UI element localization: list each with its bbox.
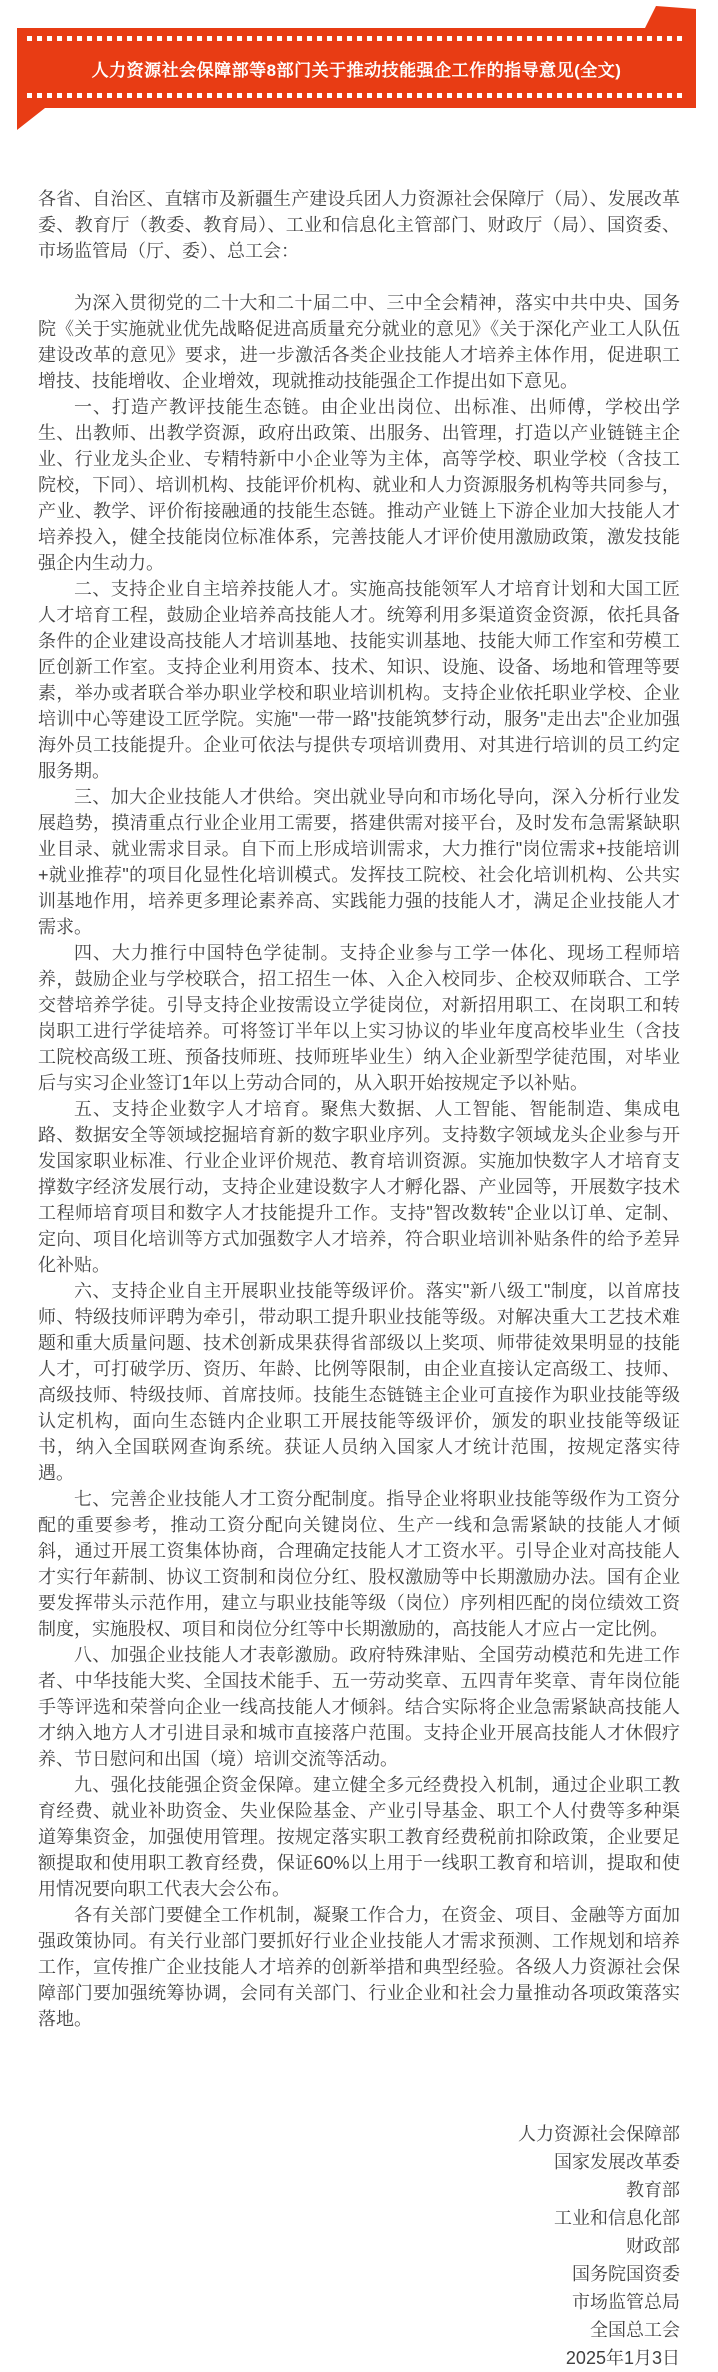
signature-block bbox=[38, 2120, 680, 2372]
paragraph-section-5: 五、支持企业数字人才培育。聚焦大数据、人工智能、智能制造、集成电路、数据安全等领域挖掘培育新的数字职业序列。支持数字领域龙头企业参与开发国家职业标准、行业企业评价规范、教育培训资源。实施加快数字人才培育支撑数字经济发展行动，支持企业建设数字人才孵化器、产业园等，开展数字技术工程师培育项目和数字人才技能提升工作。支持"智改数转"企业以订单、定制、定向、项目化培训等方式加强数字人才培养，符合职业培训补贴条件的给予差异化补贴。 bbox=[38, 1099, 680, 1275]
paragraph-section-7: 七、完善企业技能人才工资分配制度。指导企业将职业技能等级作为工资分配的重要参考，推动工资分配向关键岗位、生产一线和急需紧缺的技能人才倾斜，通过开展工资集体协商，合理确定技能人才工资水平。引导企业对高技能人才实行年薪制、协议工资制和岗位分红、股权激励等中长期激励办法。国有企业要发挥带头示范作用，建立与职业技能等级（岗位）序列相匹配的岗位绩效工资制度，实施股权、项目和岗位分红等中长期激励的，高技能人才应占一定比例。 bbox=[38, 1489, 680, 1639]
document-date: 2025年1月3日 bbox=[565, 2348, 680, 2368]
signature-line: 国务院国资委 bbox=[572, 2264, 680, 2284]
signature-line: 人力资源社会保障部 bbox=[518, 2124, 680, 2144]
title-banner bbox=[17, 6, 696, 136]
paragraph-section-8: 八、加强企业技能人才表彰激励。政府特殊津贴、全国劳动模范和先进工作者、中华技能大奖、全国技术能手、五一劳动奖章、五四青年奖章、青年岗位能手等评选和荣誉向企业一线高技能人才倾斜。结合实际将企业急需紧缺高技能人才纳入地方人才引进目录和城市直接落户范围。支持企业开展高技能人才休假疗养、节日慰问和出国（境）培训交流等活动。 bbox=[38, 1645, 680, 1769]
signature-line: 全国总工会 bbox=[590, 2320, 680, 2340]
signature-line: 财政部 bbox=[626, 2236, 680, 2256]
signature-line: 市场监管总局 bbox=[572, 2292, 680, 2312]
document-title: 人力资源社会保障部等8部门关于推动技能强企工作的指导意见(全文) bbox=[91, 60, 622, 80]
signature-line: 工业和信息化部 bbox=[554, 2208, 680, 2228]
paragraph-closing: 各有关部门要健全工作机制，凝聚工作合力，在资金、项目、金融等方面加强政策协同。有关行业部门要抓好行业企业技能人才需求预测、工作规划和培养工作，宣传推广企业技能人才培养的创新举措和典型经验。各级人力资源社会保障部门要加强统筹协调，会同有关部门、行业企业和社会力量推动各项政策落实落地。 bbox=[38, 1905, 680, 2029]
salutation: 各省、自治区、直辖市及新疆生产建设兵团人力资源社会保障厅（局）、发展改革委、教育厅（教委、教育局）、工业和信息化主管部门、财政厅（局）、国资委、市场监管局（厅、委）、总工会： bbox=[38, 189, 680, 261]
paragraph-section-2: 二、支持企业自主培养技能人才。实施高技能领军人才培育计划和大国工匠人才培育工程，鼓励企业培养高技能人才。统筹利用多渠道资金资源，依托具备条件的企业建设高技能人才培训基地、技能实训基地、技能大师工作室和劳模工匠创新工作室。支持企业利用资本、技术、知识、设施、设备、场地和管理等要素，举办或者联合举办职业学校和职业培训机构。支持企业依托职业学校、企业培训中心等建设工匠学院。实施"一带一路"技能筑梦行动，服务"走出去"企业加强海外员工技能提升。企业可依法与提供专项培训费用、对其进行培训的员工约定服务期。 bbox=[38, 579, 680, 781]
paragraph-section-4: 四、大力推行中国特色学徒制。支持企业参与工学一体化、现场工程师培养，鼓励企业与学校联合，招工招生一体、入企入校同步、企校双师联合、工学交替培养学徒。引导支持企业按需设立学徒岗位，对新招用职工、在岗职工和转岗职工进行学徒培养。可将签订半年以上实习协议的毕业年度高校毕业生（含技工院校高级工班、预备技师班、技师班毕业生）纳入企业新型学徒范围，对毕业后与实习企业签订1年以上劳动合同的，从入职开始按规定予以补贴。 bbox=[38, 943, 680, 1093]
paragraph-section-9: 九、强化技能强企资金保障。建立健全多元经费投入机制，通过企业职工教育经费、就业补助资金、失业保险基金、产业引导基金、职工个人付费等多种渠道筹集资金，加强使用管理。按规定落实职工教育经费税前扣除政策，企业要足额提取和使用职工教育经费，保证60%以上用于一线职工教育和培训，提取和使用情况要向职工代表大会公布。 bbox=[38, 1775, 680, 1899]
signature-line: 教育部 bbox=[626, 2180, 680, 2200]
paragraph-section-6: 六、支持企业自主开展职业技能等级评价。落实"新八级工"制度，以首席技师、特级技师评聘为牵引，带动职工提升职业技能等级。对解决重大工艺技术难题和重大质量问题、技术创新成果获得省部级以上奖项、师带徒效果明显的技能人才，可打破学历、资历、年龄、比例等限制，由企业直接认定高级工、技师、高级技师、特级技师、首席技师。技能生态链链主企业可直接作为职业技能等级认定机构，面向生态链内企业职工开展技能等级评价，颁发的职业技能等级证书，纳入全国联网查询系统。获证人员纳入国家人才统计范围，按规定落实待遇。 bbox=[38, 1281, 680, 1483]
paragraph-section-3: 三、加大企业技能人才供给。突出就业导向和市场化导向，深入分析行业发展趋势，摸清重点行业企业用工需要，搭建供需对接平台，及时发布急需紧缺职业目录、就业需求目录。自下而上形成培训需求，大力推行"岗位需求+技能培训+就业推荐"的项目化显性化培训模式。发挥技工院校、社会化培训机构、公共实训基地作用，培养更多理论素养高、实践能力强的技能人才，满足企业技能人才需求。 bbox=[38, 787, 680, 937]
signature-line: 国家发展改革委 bbox=[554, 2152, 680, 2172]
paragraph-intro: 为深入贯彻党的二十大和二十届二中、三中全会精神，落实中共中央、国务院《关于实施就业优先战略促进高质量充分就业的意见》《关于深化产业工人队伍建设改革的意见》要求，进一步激活各类企业技能人才培养主体作用，促进职工增技、技能增收、企业增效，现就推动技能强企工作提出如下意见。 bbox=[38, 293, 680, 391]
document-body bbox=[38, 136, 680, 2372]
paragraph-section-1: 一、打造产教评技能生态链。由企业出岗位、出标准、出师傅，学校出学生、出教师、出教学资源，政府出政策、出服务、出管理，打造以产业链链主企业、行业龙头企业、专精特新中小企业等为主体，高等学校、职业学校（含技工院校，下同）、培训机构、技能评价机构、就业和人力资源服务机构等共同参与，产业、教学、评价衔接融通的技能生态链。推动产业链上下游企业加大技能人才培养投入，健全技能岗位标准体系，完善技能人才评价使用激励政策，激发技能强企内生动力。 bbox=[38, 397, 680, 573]
